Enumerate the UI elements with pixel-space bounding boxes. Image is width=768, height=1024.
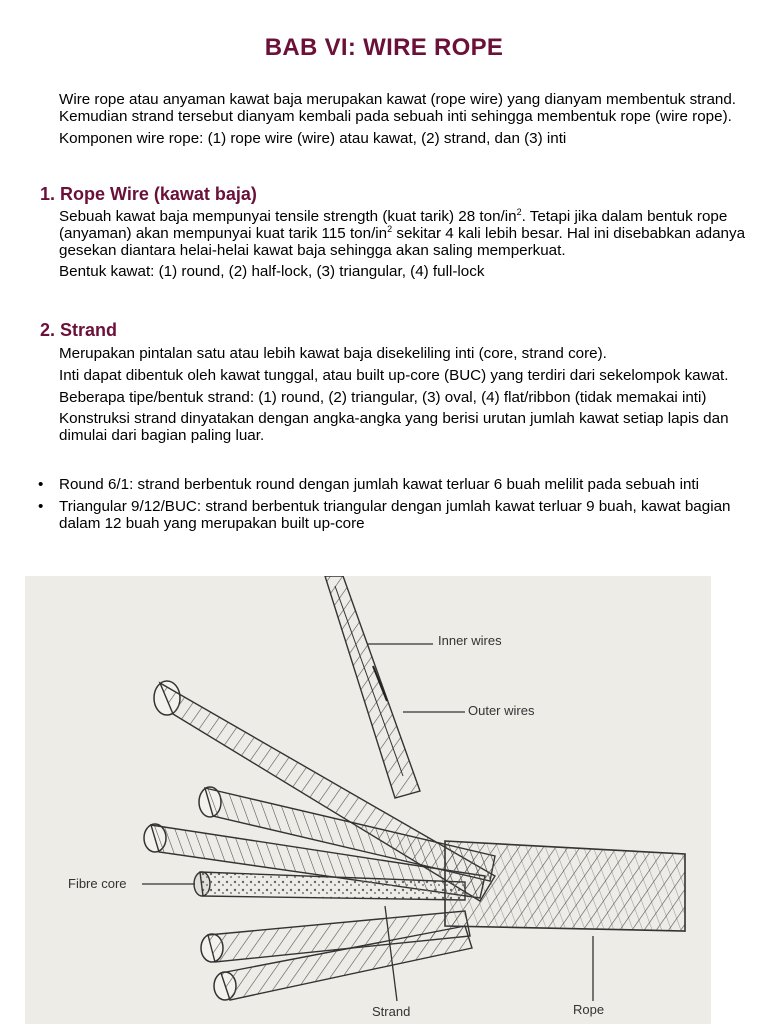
text-run: . Tetapi jika dalam bentuk rope (anyaman) akan mempunyai kuat tarik 115 ton/in — [59, 208, 728, 242]
section-heading-rope-wire — [40, 184, 257, 205]
section-heading-text: Strand — [60, 320, 118, 340]
section-heading-strand — [40, 320, 117, 341]
list-item — [38, 477, 748, 494]
assembled-rope — [445, 841, 685, 931]
lower-strands — [201, 911, 472, 1000]
superscript: 2 — [387, 223, 393, 234]
strand-paragraph-1: Merupakan pintalan satu atau lebih kawat baja disekeliling inti (core, strand core). — [59, 345, 607, 362]
section-rope-wire-text — [59, 209, 749, 286]
strand-paragraph-4: Konstruksi strand dinyatakan dengan angka-angka yang berisi urutan jumlah kawat setiap lapis dan dimulai dari bagian paling luar. — [59, 410, 729, 445]
list-item — [38, 499, 748, 533]
rope-wire-paragraph-1 — [59, 209, 749, 259]
list-item-text: Triangular 9/12/BUC: strand berbentuk triangular dengan jumlah kawat terluar 9 buah, kawat bagian dalam 12 buah yang merupakan built up-core — [59, 497, 731, 532]
label-rope: Rope — [573, 1002, 605, 1017]
section-number: 2. — [40, 320, 56, 340]
label-fibre-core: Fibre core — [68, 876, 127, 891]
rope-wire-paragraph-2: Bentuk kawat: (1) round, (2) half-lock, (3) triangular, (4) full-lock — [59, 263, 485, 281]
text-run: Sebuah kawat baja mempunyai tensile strength (kuat tarik) 28 ton/in — [59, 208, 517, 225]
section-number: 1. — [40, 184, 56, 204]
wire-rope-drawing — [25, 576, 711, 1024]
single-strand — [325, 576, 420, 798]
intro-text — [59, 92, 749, 152]
strand-bullet-list — [38, 477, 748, 537]
text-run: sekitar 4 kali lebih besar. Hal ini disebabkan adanya gesekan diantara helai-helai kawat baja sehingga akan saling memperkuat. — [59, 224, 746, 259]
intro-paragraph-2: Komponen wire rope: (1) rope wire (wire) atau kawat, (2) strand, dan (3) inti — [59, 129, 567, 147]
wire-rope-illustration — [25, 576, 711, 1024]
intro-paragraph-1: Wire rope atau anyaman kawat baja merupakan kawat (rope wire) yang dianyam membentuk strand. Kemudian strand tersebut dianyam kembali pada sebuah inti sehingga membentuk rope (wire rope). — [59, 91, 737, 125]
bullet-icon: • — [38, 497, 44, 515]
label-strand: Strand — [372, 1004, 411, 1019]
label-inner-wires: Inner wires — [438, 633, 502, 648]
strand-paragraph-3: Beberapa tipe/bentuk strand: (1) round, (2) triangular, (3) oval, (4) flat/ribbon (tidak memakai inti) — [59, 388, 707, 406]
bullet-icon: • — [38, 476, 44, 493]
page-title: BAB VI: WIRE ROPE — [264, 34, 504, 61]
section-heading-text: Rope Wire (kawat baja) — [60, 184, 257, 204]
list-item-text: Round 6/1: strand berbentuk round dengan jumlah kawat terluar 6 buah melilit pada sebuah inti — [59, 476, 699, 493]
section-strand-text — [59, 346, 749, 450]
strand-paragraph-2: Inti dapat dibentuk oleh kawat tunggal, atau built up-core (BUC) yang terdiri dari sekelompok kawat. — [59, 366, 729, 384]
label-outer-wires: Outer wires — [468, 703, 535, 718]
superscript: 2 — [516, 207, 522, 217]
